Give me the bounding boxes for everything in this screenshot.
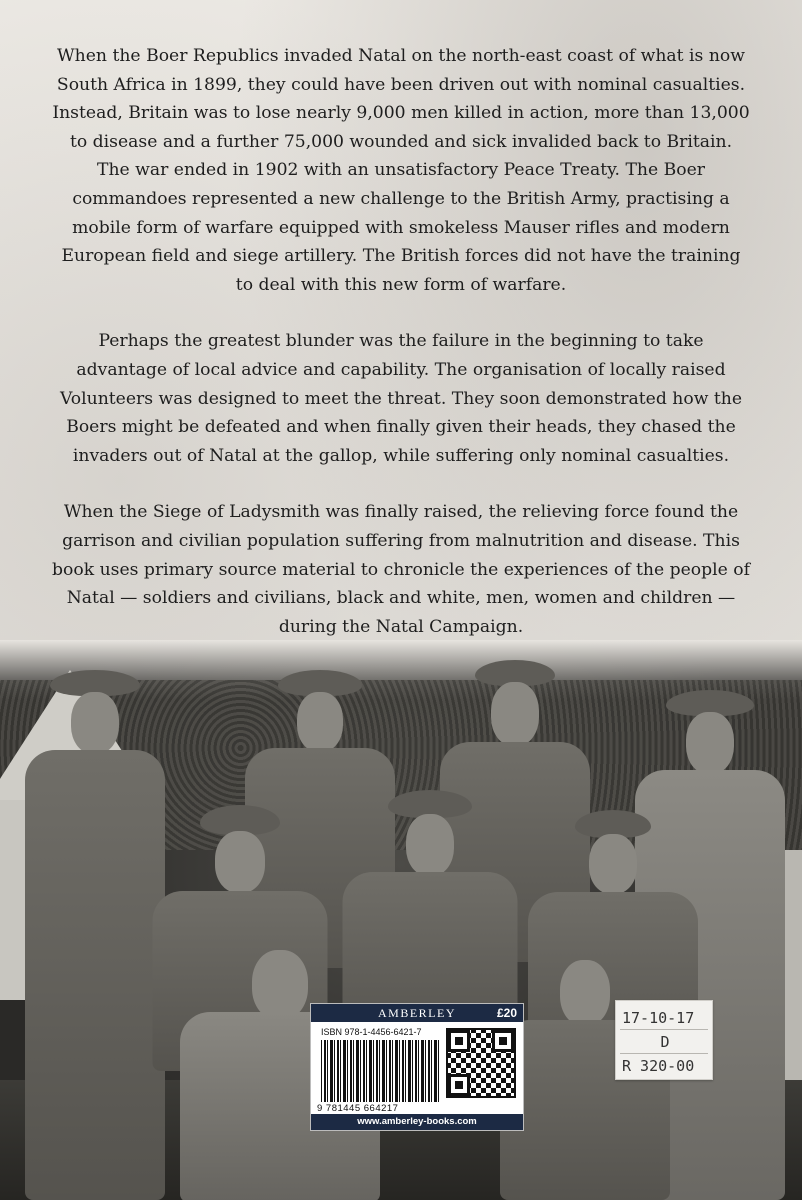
barcode-label: [310, 1003, 524, 1131]
price-label: £20: [496, 1006, 517, 1020]
isbn-text: ISBN 978-1-4456-6421-7: [321, 1027, 422, 1037]
blurb-paragraph-3: When the Siege of Ladysmith was finally raised, the relieving force found the garrison and civilian population suffering from malnutrition and disease. This book uses primary source material to chronicle the experiences of the people of Natal — soldiers and civilians, black and white, men, women and children — during the Natal Campaign.: [52, 502, 750, 637]
blurb-text: [52, 42, 750, 669]
publisher-website: www.amberley-books.com: [311, 1114, 523, 1130]
sticker-date: 17-10-17: [622, 1009, 695, 1027]
barcode: [321, 1040, 439, 1102]
blurb-paragraph-1: When the Boer Republics invaded Natal on the north-east coast of what is now South Africa in 1899, they could have been driven out with nominal casualties. Instead, Britain was to lose nearly 9,000 men killed in action, more than 13,000 to disease and a further 75,000 wounded and sick invalided back to Britain. The war ended in 1902 with an unsatisfactory Peace Treaty. The Boer commandoes represented a new challenge to the British Army, practising a mobile form of warfare equipped with smokeless Mauser rifles and modern European field and siege artillery. The British forces did not have the training to deal with this new form of warfare.: [52, 46, 750, 295]
sticker-code: D: [660, 1033, 670, 1051]
publisher-name: AMBERLEY: [378, 1006, 456, 1020]
barcode-number: 9 781445 664217: [317, 1103, 399, 1114]
qr-code: [446, 1028, 516, 1098]
blurb-paragraph-2: Perhaps the greatest blunder was the failure in the beginning to take advantage of local advice and capability. The organisation of locally raised Volunteers was designed to meet the threat. They soon demonstrated how the Boers might be defeated and when finally given their heads, they chased the invaders out of Natal at the gallop, while suffering only nominal casualties.: [59, 331, 743, 466]
price-sticker: [615, 1000, 713, 1080]
sticker-price: R 320-00: [622, 1057, 695, 1075]
soldier-front-2: [500, 960, 670, 1200]
soldier-standing-1: [20, 670, 170, 1200]
label-header: [311, 1004, 523, 1022]
